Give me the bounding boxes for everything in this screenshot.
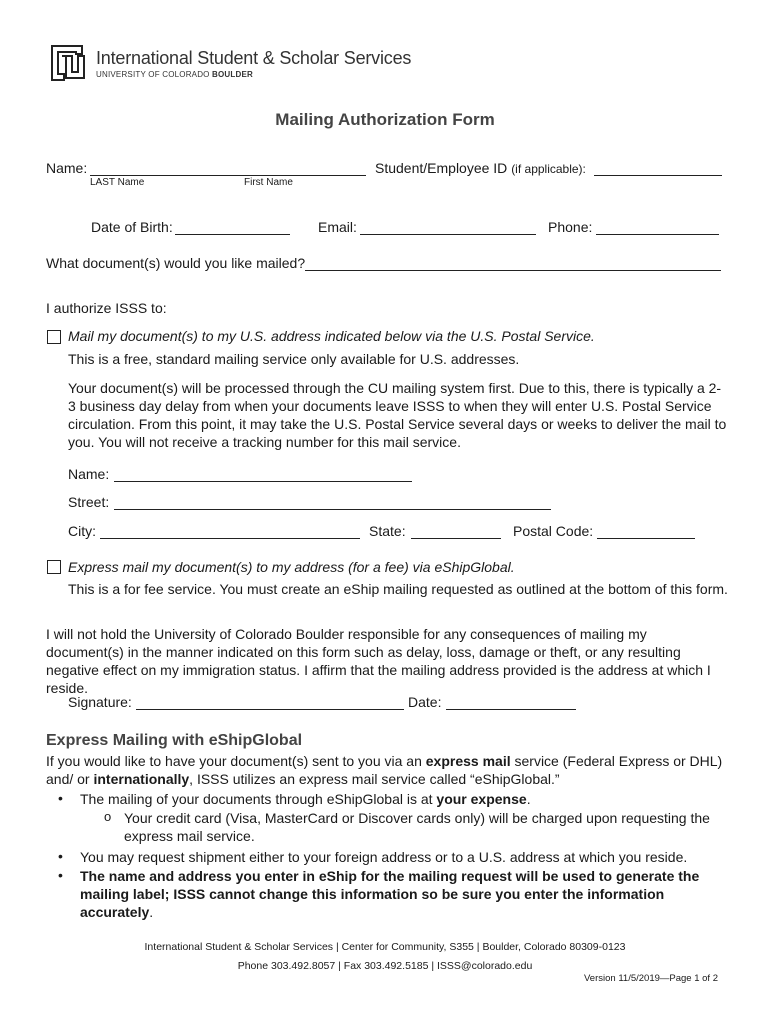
usps-postal-field-line[interactable] (597, 538, 695, 539)
usps-state-label: State: (369, 523, 406, 539)
student-id-label: Student/Employee ID (if applicable): (375, 160, 586, 176)
bullet-expense: The mailing of your documents through eShipGlobal is at your expense. (80, 791, 531, 807)
bullet-icon: • (58, 867, 63, 883)
page-title: Mailing Authorization Form (275, 110, 495, 129)
name-label: Name: (46, 160, 88, 176)
dob-label: Date of Birth: (91, 219, 173, 235)
signature-label: Signature: (68, 694, 132, 710)
date-field-line[interactable] (446, 709, 576, 710)
usps-postal-label: Postal Code: (513, 523, 594, 539)
usps-state-field-line[interactable] (411, 538, 501, 539)
footer-address: International Student & Scholar Services | Center for Community, S355 | Boulder, Colorado 80309-0123 (144, 941, 626, 953)
bullet-icon: • (58, 848, 63, 864)
bullet-shipment: You may request shipment either to your foreign address or to a U.S. address at which you reside. (80, 849, 688, 865)
usps-checkbox[interactable] (47, 330, 61, 344)
email-label: Email: (318, 219, 357, 235)
sub-bullet-credit-card: Your credit card (Visa, MasterCard or Discover cards only) will be charged upon requesting the express mail service. (124, 810, 710, 844)
usps-name-label: Name: (68, 466, 110, 482)
usps-city-label: City: (68, 523, 96, 539)
cu-logo-icon (48, 44, 86, 82)
usps-option-desc: This is a free, standard mailing service only available for U.S. addresses. (68, 351, 520, 367)
email-field-line[interactable] (360, 234, 536, 235)
express-option-label: Express mail my document(s) to my address (for a fee) via eShipGlobal. (68, 559, 515, 575)
authorize-intro: I authorize ISSS to: (46, 300, 167, 316)
express-checkbox[interactable] (47, 560, 61, 574)
bullet-icon: • (58, 790, 63, 806)
express-option-desc: This is a for fee service. You must create an eShip mailing requested as outlined at the bottom of this form. (68, 581, 728, 597)
dob-field-line[interactable] (175, 234, 290, 235)
phone-field-line[interactable] (596, 234, 719, 235)
usps-street-field-line[interactable] (114, 509, 551, 510)
usps-name-field-line[interactable] (114, 481, 412, 482)
student-id-field-line[interactable] (594, 175, 722, 176)
usps-street-label: Street: (68, 494, 110, 510)
org-subtitle: UNIVERSITY OF COLORADO BOULDER (96, 70, 253, 79)
documents-field-line[interactable] (305, 270, 721, 271)
date-label: Date: (408, 694, 442, 710)
phone-label: Phone: (548, 219, 593, 235)
name-field-line[interactable] (90, 175, 366, 176)
usps-option-label: Mail my document(s) to my U.S. address indicated below via the U.S. Postal Service. (68, 328, 595, 344)
usps-city-field-line[interactable] (100, 538, 360, 539)
first-name-caption: First Name (244, 177, 293, 188)
footer-version: Version 11/5/2019—Page 1 of 2 (584, 973, 718, 984)
express-section-heading: Express Mailing with eShipGlobal (46, 732, 303, 749)
last-name-caption: LAST Name (90, 177, 145, 188)
sub-bullet-icon: o (104, 809, 112, 824)
signature-field-line[interactable] (136, 709, 404, 710)
org-name: International Student & Scholar Services (96, 48, 412, 68)
bullet-name-address: The name and address you enter in eShip for the mailing request will be used to generate the mailing label; ISSS cannot change this information so be sure you enter the information accurately. (80, 868, 700, 920)
usps-paragraph: Your document(s) will be processed through the CU mailing system first. Due to this, there is typically a 2-3 business day delay from when your documents leave ISSS to when they will enter U.S. Postal Service circulation. From this point, it may take the U.S. Postal Service several days or weeks to deliver the mail to you. You will not receive a tracking number for this mail service. (68, 380, 727, 450)
documents-label: What document(s) would you like mailed? (46, 255, 306, 271)
express-intro-paragraph: If you would like to have your document(s) sent to you via an express mail service (Federal Express or DHL) and/ or internationally, ISSS utilizes an express mail service called “eShipGlobal.” (46, 753, 723, 787)
footer-contact: Phone 303.492.8057 | Fax 303.492.5185 | ISSS@colorado.edu (237, 960, 533, 972)
disclaimer-paragraph: I will not hold the University of Colorado Boulder responsible for any consequences of mailing my document(s) in the manner indicated on this form such as delay, loss, damage or theft, or any resulting negative effect on my immigration status. I affirm that the mailing address provided is the address at which I reside. (46, 626, 711, 696)
